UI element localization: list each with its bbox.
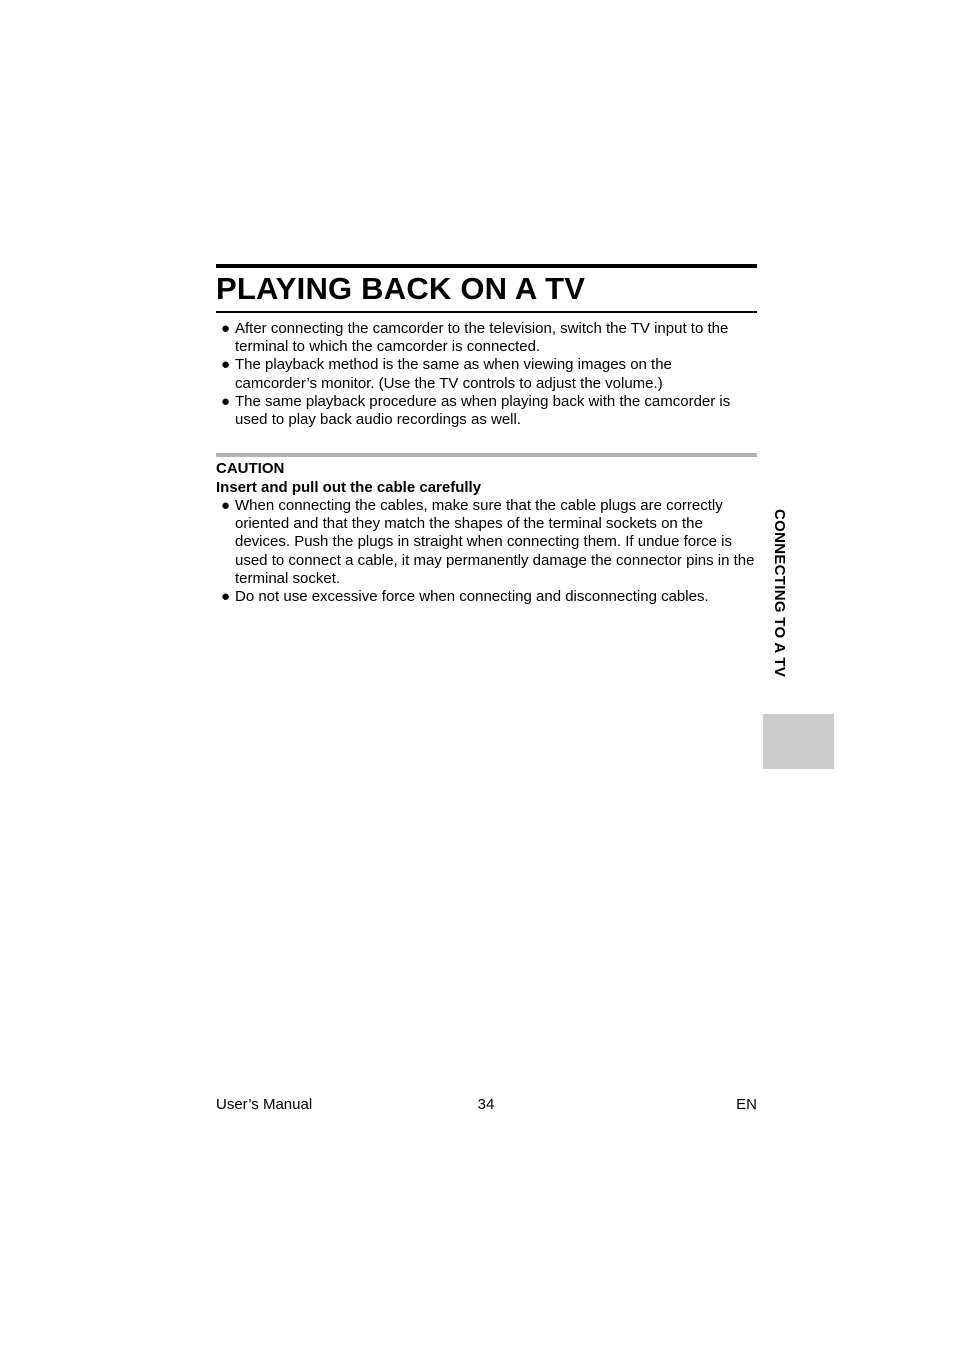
title-bottom-rule <box>216 311 757 313</box>
footer-manual-label: User’s Manual <box>216 1096 313 1113</box>
list-item-text: Do not use excessive force when connecting and disconnecting cables. <box>235 588 709 606</box>
section-side-tab-label: CONNECTING TO A TV <box>771 509 788 678</box>
list-item <box>216 320 757 356</box>
caution-bullet-list <box>216 497 757 606</box>
intro-bullet-list <box>216 320 757 429</box>
caution-divider <box>216 453 757 457</box>
bullet-dot-icon: ● <box>221 588 231 606</box>
bullet-dot-icon: ● <box>221 320 231 337</box>
list-item <box>216 497 757 588</box>
footer-language: EN <box>736 1096 757 1113</box>
footer-page-number: 34 <box>477 1096 495 1113</box>
caution-subheading: Insert and pull out the cable carefully <box>216 479 482 496</box>
list-item <box>216 356 757 392</box>
section-side-tab-marker <box>763 714 834 769</box>
list-item-text: After connecting the camcorder to the television, switch the TV input to the terminal to which the camcorder is connected. <box>235 320 729 356</box>
list-item <box>216 588 757 606</box>
page-title: PLAYING BACK ON A TV <box>216 271 586 306</box>
bullet-dot-icon: ● <box>221 392 231 410</box>
list-item-text: The playback method is the same as when viewing images on the camcorder’s monitor. (Use the TV controls to adjust the volume.) <box>235 356 672 392</box>
bullet-dot-icon: ● <box>221 356 231 374</box>
list-item-text: The same playback procedure as when playing back with the camcorder is used to play back audio recordings as well. <box>235 392 731 429</box>
list-item <box>216 393 757 429</box>
list-item-text: When connecting the cables, make sure that the cable plugs are correctly oriented and that they match the shapes of the terminal sockets on the devices. Push the plugs in straight when connecting them. If undue force is used to connect a cable, it may permanently damage the connector pins in the terminal socket. <box>235 497 755 587</box>
bullet-dot-icon: ● <box>221 497 231 514</box>
caution-heading: CAUTION <box>216 460 285 477</box>
